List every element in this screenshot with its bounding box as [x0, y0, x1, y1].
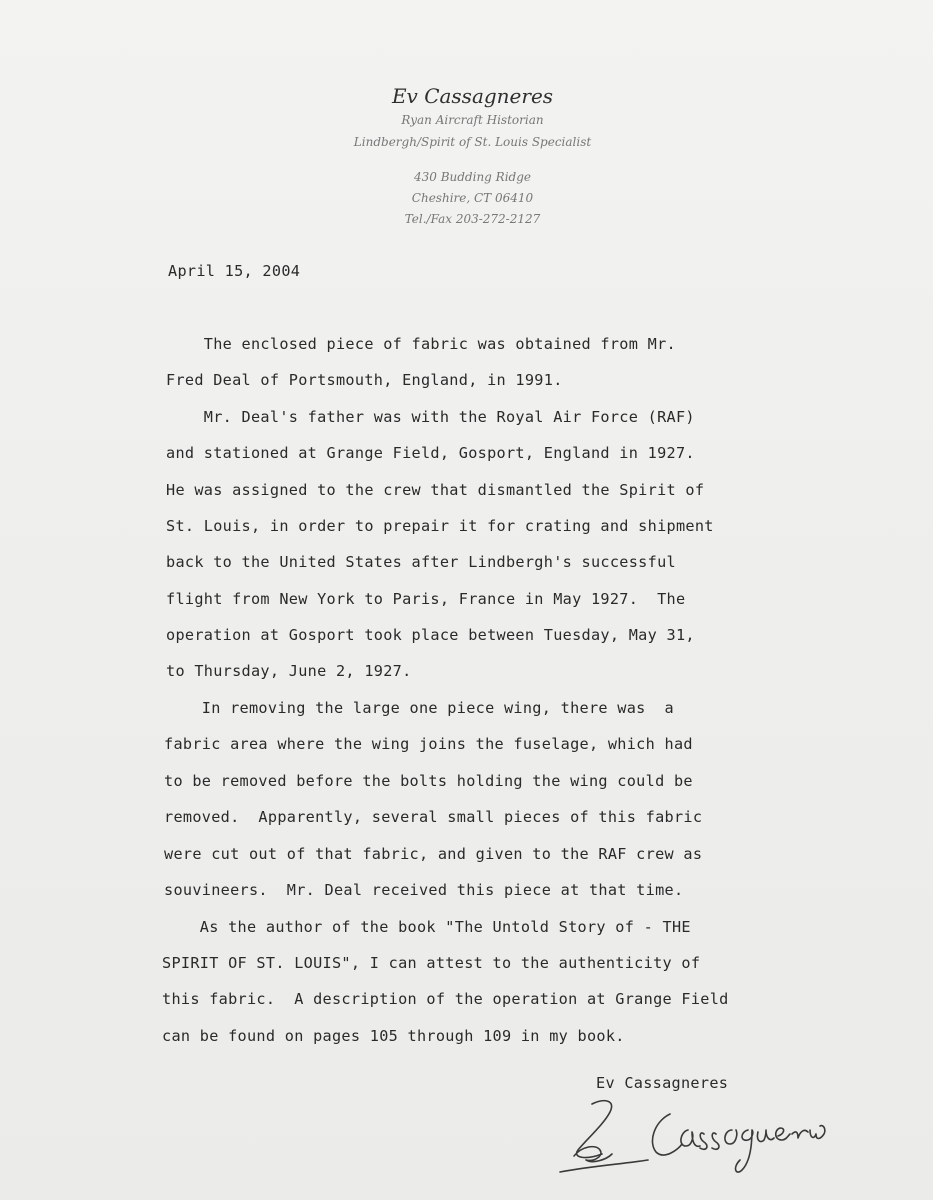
- body-line: souvineers. Mr. Deal received this piece at that time.: [164, 881, 684, 899]
- letterhead-name: Ev Cassagneres: [391, 84, 554, 108]
- body-line: to be removed before the bolts holding the wing could be: [164, 772, 693, 790]
- body-line: In removing the large one piece wing, there was a: [164, 699, 674, 717]
- signer-name: Ev Cassagneres: [596, 1074, 729, 1092]
- letterhead-address-street: 430 Budding Ridge: [413, 170, 532, 184]
- body-line: St. Louis, in order to prepair it for crating and shipment: [166, 517, 714, 535]
- body-line: removed. Apparently, several small pieces of this fabric: [164, 808, 703, 826]
- body-line: this fabric. A description of the operation at Grange Field: [162, 990, 729, 1008]
- body-line: As the author of the book "The Untold Story of - THE: [162, 918, 691, 936]
- handwritten-signature: [552, 1090, 832, 1185]
- body-line: Fred Deal of Portsmouth, England, in 1991.: [166, 371, 563, 389]
- body-line: He was assigned to the crew that dismantled the Spirit of: [166, 481, 705, 499]
- body-line: operation at Gosport took place between Tuesday, May 31,: [166, 626, 695, 644]
- body-line: were cut out of that fabric, and given to the RAF crew as: [164, 845, 703, 863]
- body-line: Mr. Deal's father was with the Royal Air Force (RAF): [166, 408, 695, 426]
- body-line: to Thursday, June 2, 1927.: [166, 662, 412, 680]
- body-line: back to the United States after Lindbergh's successful: [166, 553, 676, 571]
- body-line: and stationed at Grange Field, Gosport, England in 1927.: [166, 444, 695, 462]
- letterhead-title-historian: Ryan Aircraft Historian: [401, 113, 544, 127]
- body-line: can be found on pages 105 through 109 in my book.: [162, 1027, 625, 1045]
- body-line: fabric area where the wing joins the fuselage, which had: [164, 735, 693, 753]
- letterhead-address-city: Cheshire, CT 06410: [411, 191, 534, 205]
- letterhead-title-specialist: Lindbergh/Spirit of St. Louis Specialist: [353, 135, 592, 149]
- letterhead-phone: Tel./Fax 203-272-2127: [404, 212, 541, 226]
- body-line: SPIRIT OF ST. LOUIS", I can attest to the authenticity of: [162, 954, 701, 972]
- letter-date: April 15, 2004: [168, 262, 301, 280]
- body-line: flight from New York to Paris, France in May 1927. The: [166, 590, 686, 608]
- body-line: The enclosed piece of fabric was obtained from Mr.: [166, 335, 676, 353]
